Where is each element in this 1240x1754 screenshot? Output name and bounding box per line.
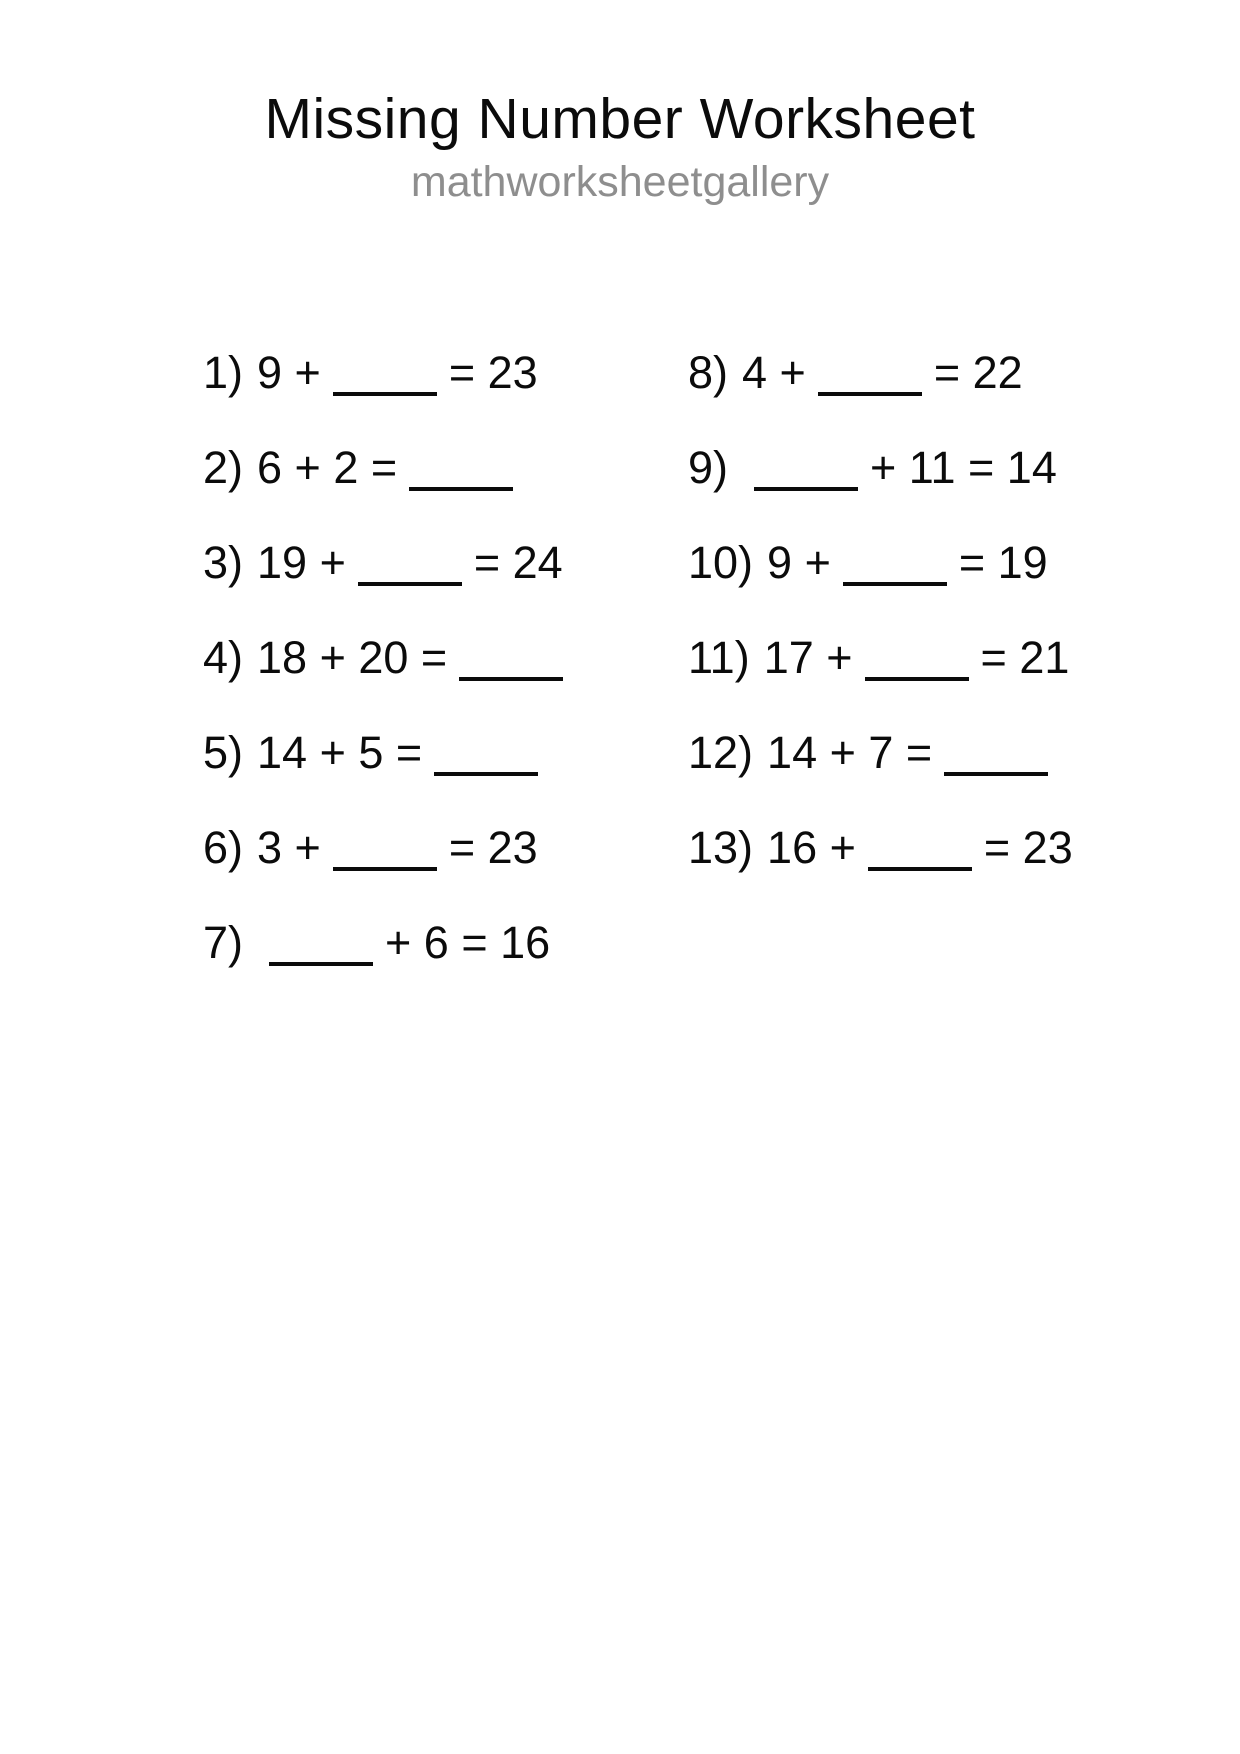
problem-row	[203, 895, 575, 990]
problem-row	[688, 610, 1073, 705]
brand-subtitle: mathworksheetgallery	[410, 157, 830, 206]
problems-column-right	[688, 325, 1073, 895]
problem-row	[688, 420, 1073, 515]
expression-text: = 23	[448, 347, 538, 398]
problem-row	[203, 800, 575, 895]
problem-number: 8)	[688, 347, 729, 398]
answer-blank	[843, 580, 947, 586]
problem-number: 4)	[203, 632, 244, 683]
problem-row	[688, 705, 1073, 800]
problem-row	[688, 515, 1073, 610]
expression-text: + 6 = 16	[385, 917, 551, 968]
expression-text: + 11 = 14	[870, 442, 1057, 493]
problem-row	[203, 610, 575, 705]
problem-number: 13)	[688, 822, 754, 873]
answer-blank	[818, 390, 922, 396]
problem-row	[688, 800, 1073, 895]
problem-row	[203, 705, 575, 800]
answer-blank	[333, 390, 437, 396]
expression-text: 18 + 20 =	[257, 632, 448, 683]
answer-blank	[944, 770, 1048, 776]
expression-text: = 19	[958, 537, 1048, 588]
expression-text: 9 +	[257, 347, 321, 398]
problem-row	[203, 325, 575, 420]
worksheet-title: Missing Number Worksheet	[264, 87, 976, 151]
answer-blank	[868, 865, 972, 871]
problem-number: 1)	[203, 347, 244, 398]
problem-row	[203, 515, 575, 610]
expression-text: = 22	[933, 347, 1023, 398]
problem-number: 11)	[688, 632, 750, 683]
answer-blank	[333, 865, 437, 871]
expression-text: = 21	[980, 632, 1070, 683]
answer-blank	[358, 580, 462, 586]
expression-text: 19 +	[257, 537, 346, 588]
expression-text: = 23	[448, 822, 538, 873]
problem-row	[203, 420, 575, 515]
answer-blank	[865, 675, 969, 681]
expression-text: 6 + 2 =	[257, 442, 398, 493]
expression-text: 14 + 5 =	[257, 727, 423, 778]
expression-text: = 23	[983, 822, 1073, 873]
expression-text: 14 + 7 =	[767, 727, 933, 778]
problem-row	[688, 325, 1073, 420]
answer-blank	[269, 960, 373, 966]
problems-column-left	[203, 325, 575, 990]
problem-number: 12)	[688, 727, 754, 778]
expression-text: = 24	[473, 537, 563, 588]
answer-blank	[754, 485, 858, 491]
problem-number: 2)	[203, 442, 244, 493]
problem-number: 5)	[203, 727, 244, 778]
problem-number: 9)	[688, 442, 729, 493]
expression-text: 4 +	[742, 347, 806, 398]
problem-number: 6)	[203, 822, 244, 873]
expression-text: 17 +	[763, 632, 853, 683]
problem-number: 10)	[688, 537, 754, 588]
answer-blank	[459, 675, 563, 681]
answer-blank	[409, 485, 513, 491]
worksheet-header	[0, 88, 1240, 206]
expression-text: 9 +	[767, 537, 831, 588]
answer-blank	[434, 770, 538, 776]
problem-number: 7)	[203, 917, 244, 968]
problem-number: 3)	[203, 537, 244, 588]
expression-text: 16 +	[767, 822, 856, 873]
expression-text: 3 +	[257, 822, 321, 873]
